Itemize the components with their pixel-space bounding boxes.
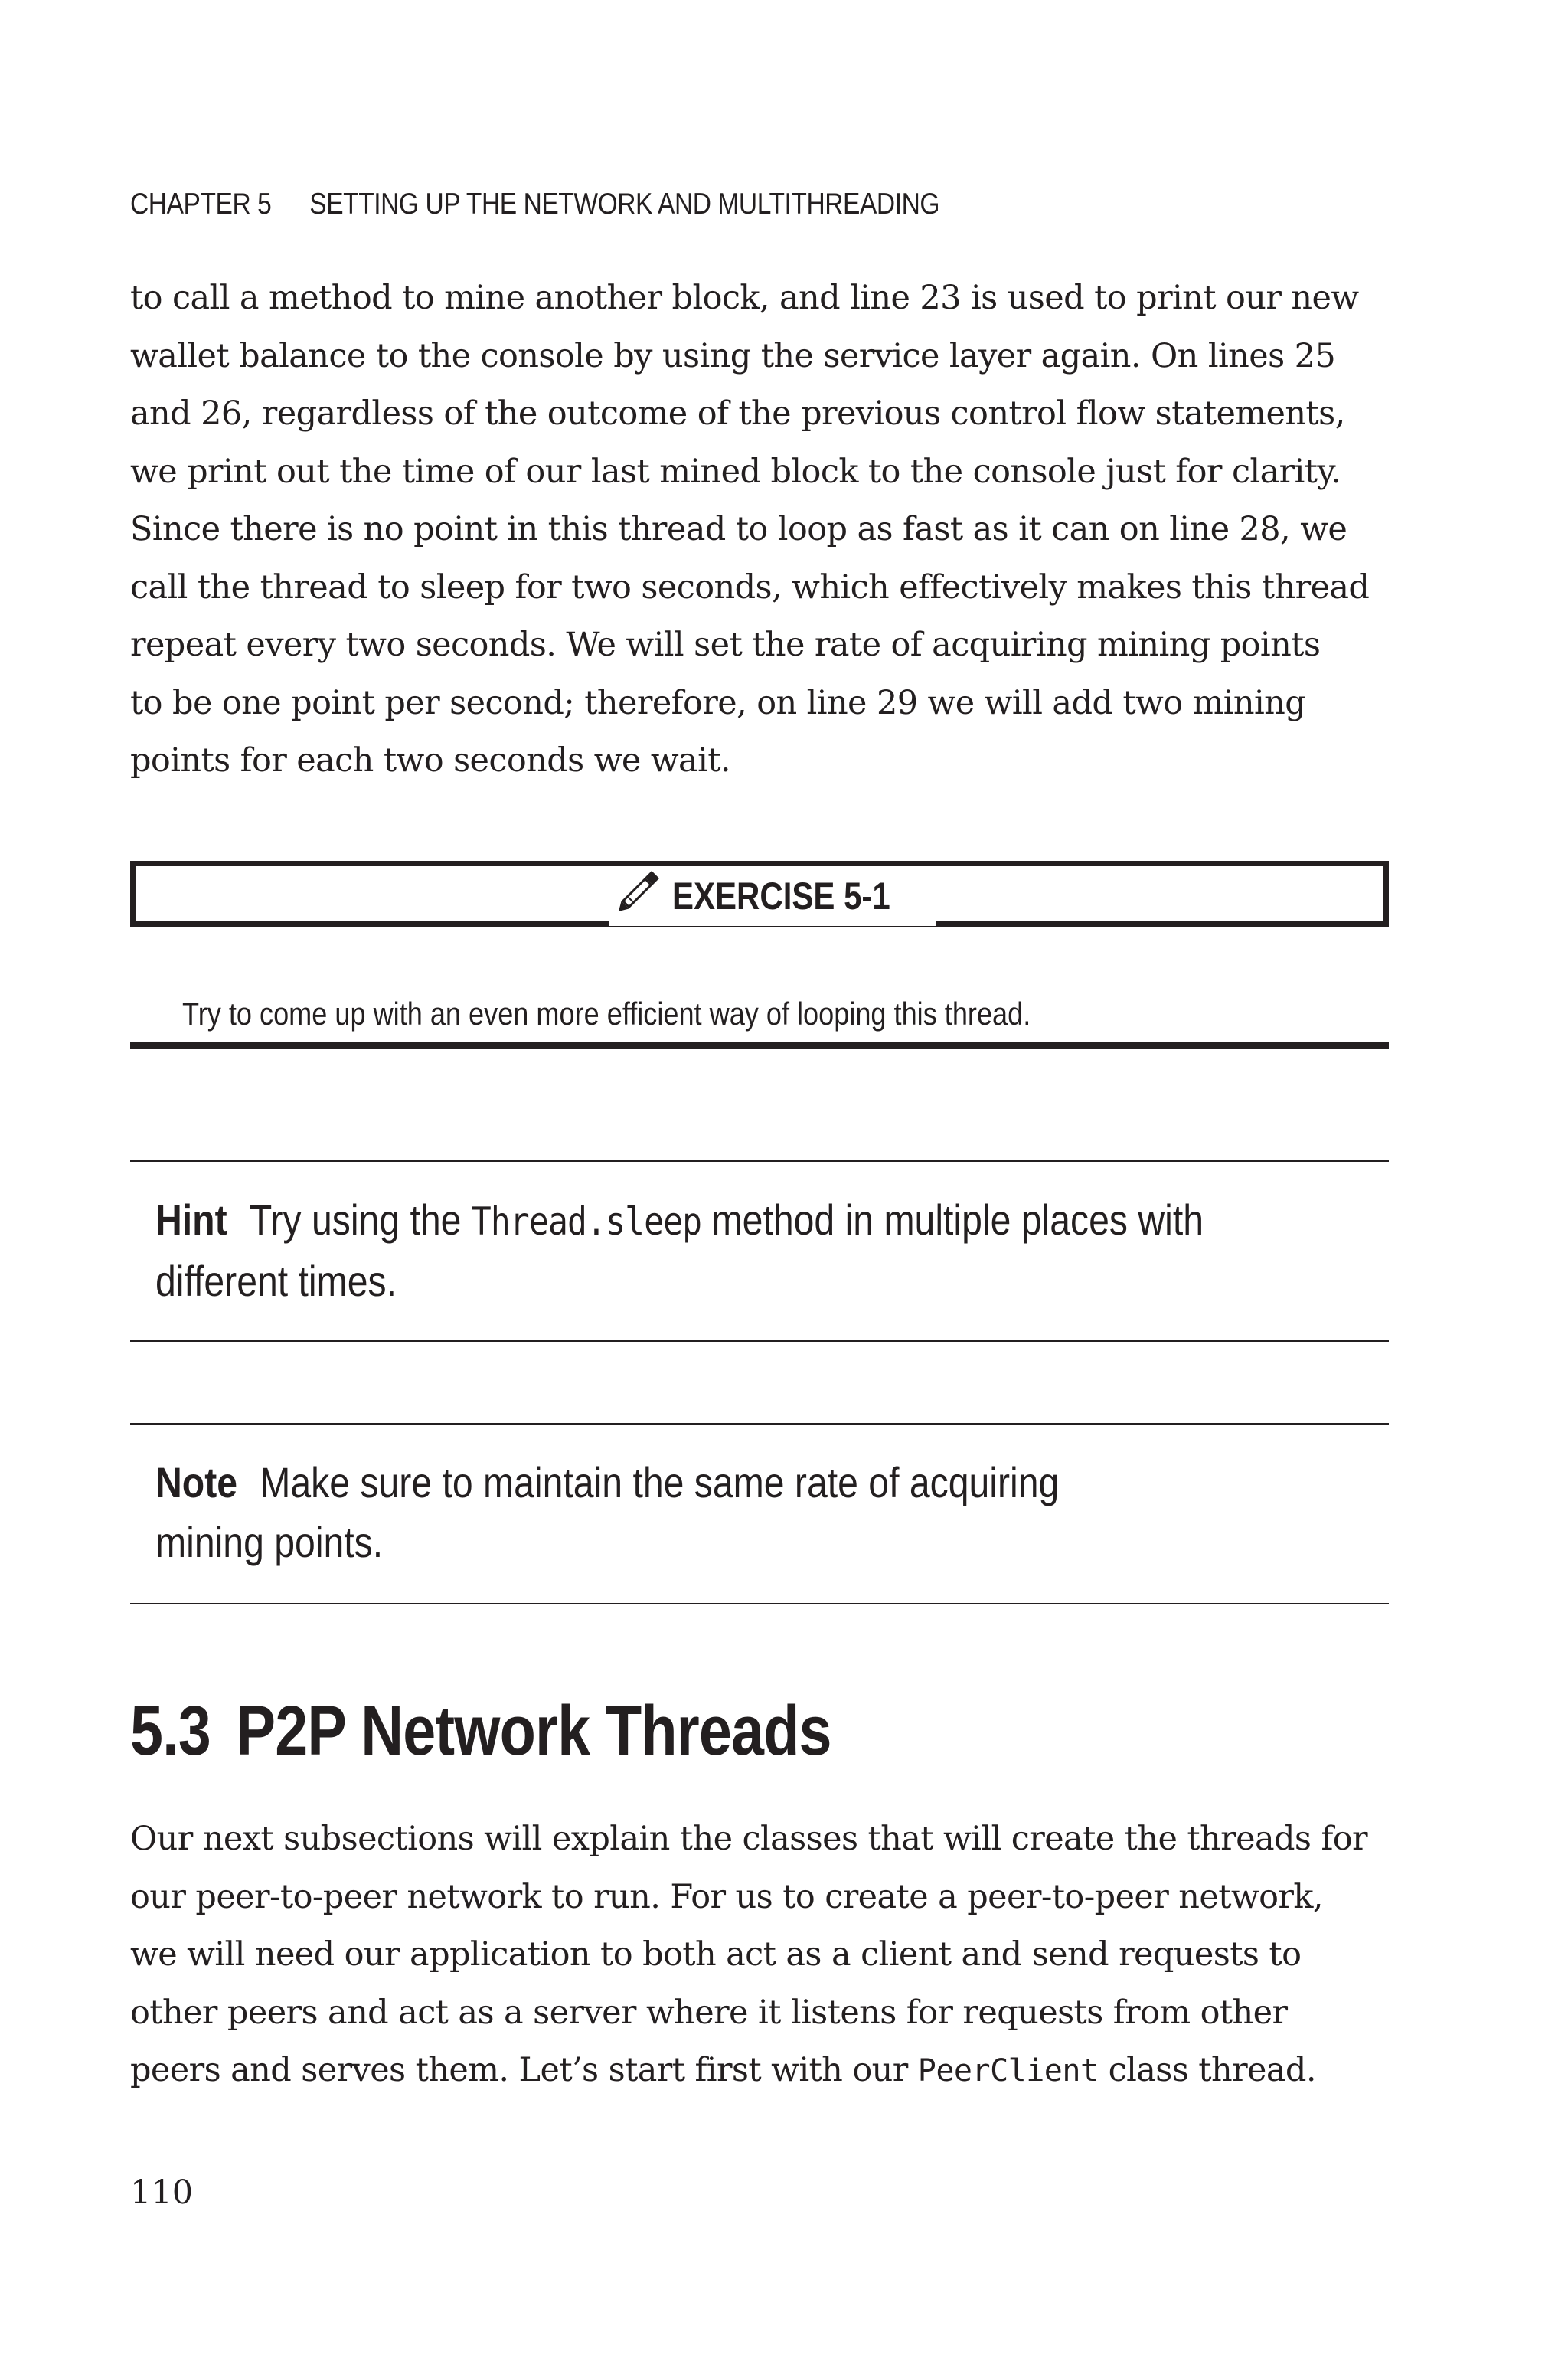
note-line-2: mining points. <box>155 1518 384 1566</box>
note-text: Make sure to maintain the same rate of acquiring <box>260 1458 1060 1506</box>
section-title: P2P Network Threads <box>236 1692 831 1770</box>
text-line: call the thread to sleep for two seconds, which effectively makes this thread <box>130 568 1370 607</box>
section-number: 5.3 <box>130 1692 211 1770</box>
note-top-rule <box>130 1423 1389 1425</box>
text-line: to be one point per second; therefore, on line 29 we will add two mining <box>130 683 1306 722</box>
text-line: other peers and act as a server where it listens for requests from other <box>130 1993 1288 2032</box>
text-before-code: peers and serves them. Let’s start first with our <box>130 2051 918 2089</box>
text-after-code: class thread. <box>1098 2051 1316 2089</box>
hint-line-2: different times. <box>155 1257 397 1305</box>
text-line: our peer-to-peer network to run. For us to create a peer-to-peer network, <box>130 1877 1323 1916</box>
text-line <box>130 2042 1401 2101</box>
exercise-title <box>609 866 936 926</box>
text-line: we print out the time of our last mined block to the console just for clarity. <box>130 452 1341 491</box>
text-line: we will need our application to both act as a client and send requests to <box>130 1935 1302 1974</box>
chapter-title: SETTING UP THE NETWORK AND MULTITHREADING <box>309 188 940 221</box>
exercise-bottom-rule <box>130 1042 1389 1049</box>
hint-code: Thread.sleep <box>471 1199 702 1244</box>
text-line: to call a method to mine another block, and line 23 is used to print our new <box>130 279 1359 317</box>
hint-top-rule <box>130 1160 1389 1162</box>
section-heading <box>130 1691 831 1771</box>
page-number: 110 <box>130 2174 194 2212</box>
text-line: wallet balance to the console by using the service layer again. On lines 25 <box>130 336 1336 375</box>
text-line: Since there is no point in this thread to loop as fast as it can on line 28, we <box>130 510 1348 548</box>
inline-code: PeerClient <box>917 2053 1099 2089</box>
chapter-label: CHAPTER 5 <box>130 188 272 221</box>
note-bottom-rule <box>130 1603 1389 1604</box>
exercise-text: Try to come up with an even more efficient way of looping this thread. <box>182 996 1031 1032</box>
exercise-title-text: EXERCISE 5-1 <box>672 875 890 918</box>
body-paragraph-2 <box>130 1810 1401 2101</box>
hint-line-1 <box>155 1190 1204 1251</box>
pencil-icon <box>614 862 668 916</box>
text-line: Our next subsections will explain the classes that will create the threads for <box>130 1820 1368 1858</box>
text-line: points for each two seconds we wait. <box>130 741 730 780</box>
hint-bottom-rule <box>130 1340 1389 1342</box>
text-line: repeat every two seconds. We will set the rate of acquiring mining points <box>130 626 1321 664</box>
body-paragraph-1 <box>130 270 1401 790</box>
hint-text-after: method in multiple places with <box>701 1196 1204 1244</box>
note-line-1 <box>155 1453 1059 1513</box>
note-label: Note <box>155 1458 238 1506</box>
text-line: and 26, regardless of the outcome of the previous control flow statements, <box>130 394 1345 433</box>
hint-label: Hint <box>155 1196 227 1244</box>
note-callout <box>155 1453 1059 1572</box>
hint-callout <box>155 1190 1204 1311</box>
running-head <box>130 188 939 221</box>
hint-text-before: Try using the <box>249 1196 472 1244</box>
